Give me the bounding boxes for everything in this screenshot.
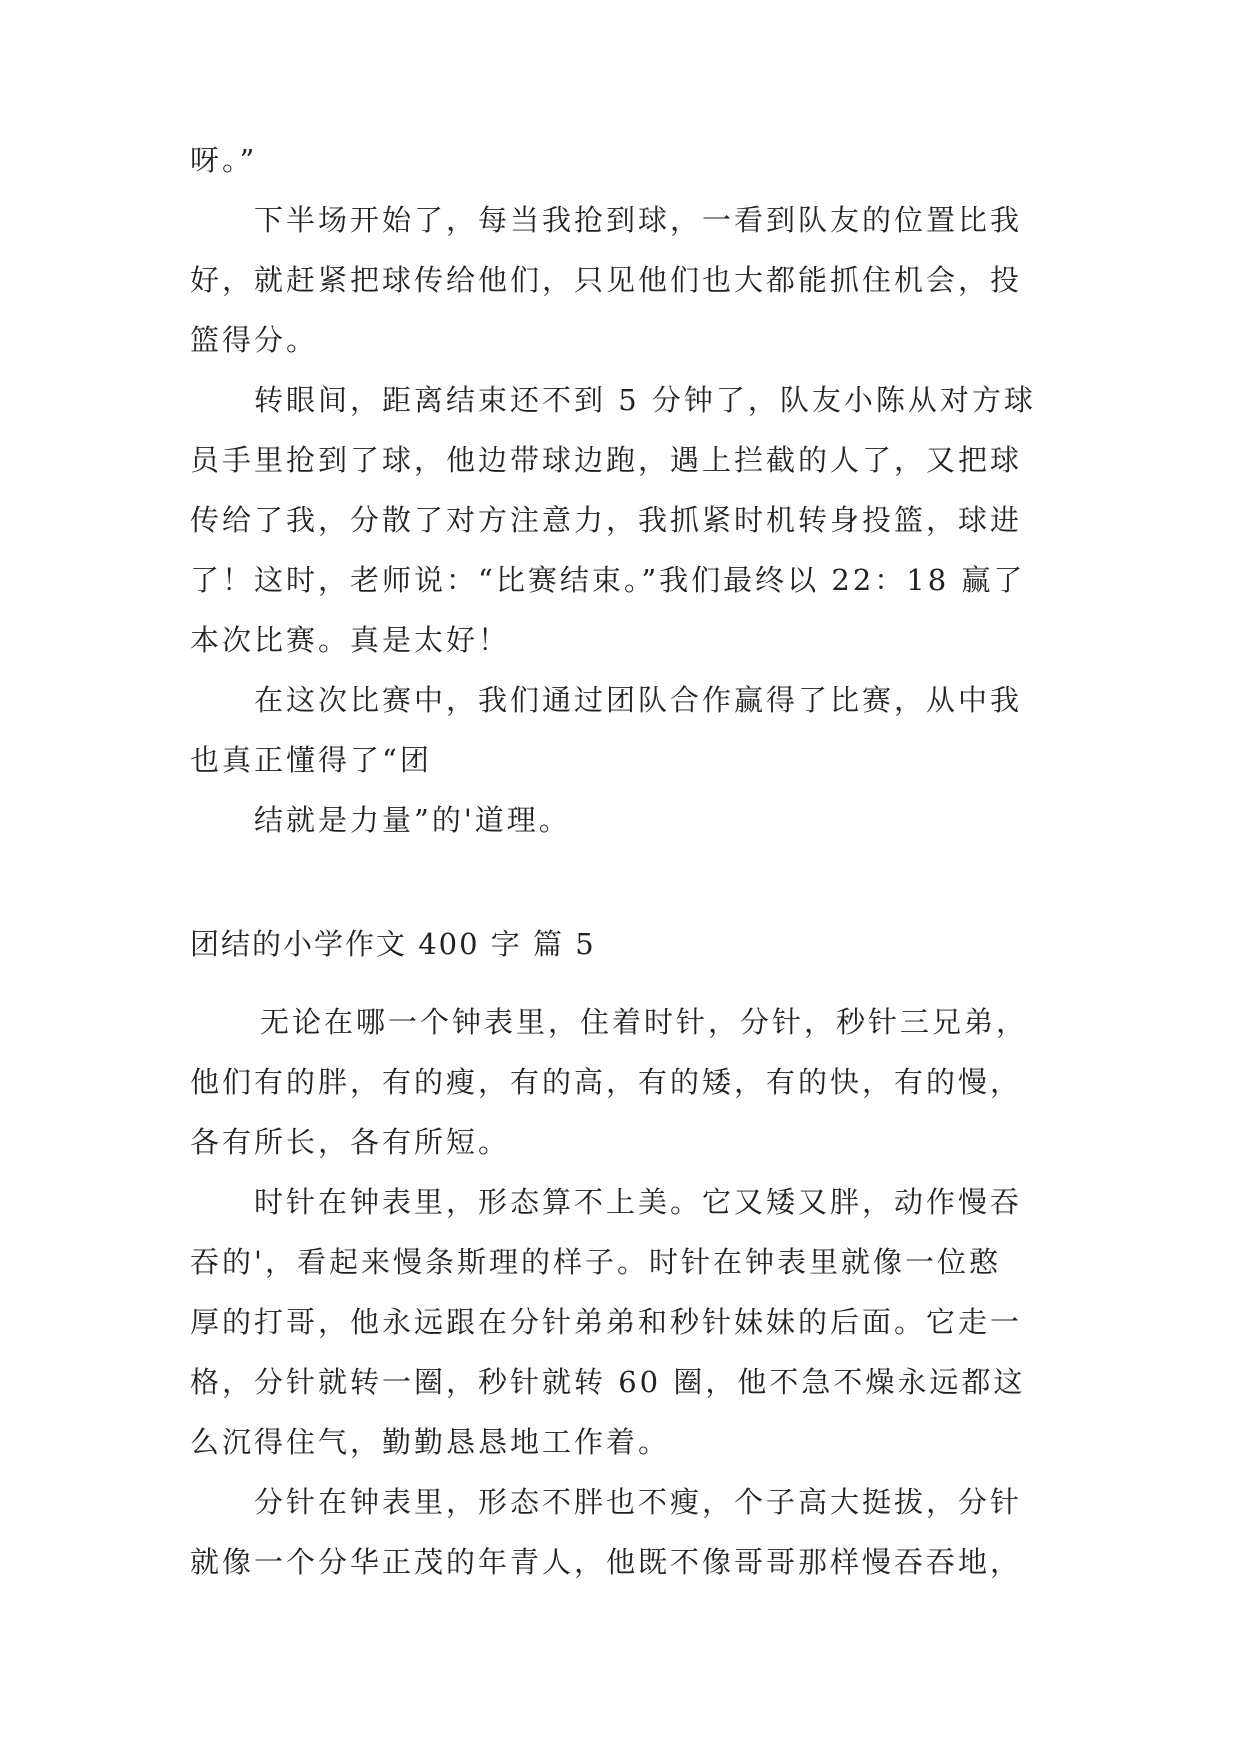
text-line: 么沉得住气，勤勤恳恳地工作着。 — [190, 1425, 671, 1459]
text-line: 呀。” — [190, 143, 258, 177]
section-heading: 团结的小学作文 400 字 篇 5 — [190, 927, 596, 961]
text-line: 分针在钟表里，形态不胖也不瘦，个子高大挺拔，分针 — [254, 1485, 1023, 1519]
text-line: 在这次比赛中，我们通过团队合作赢得了比赛，从中我 — [254, 683, 1023, 717]
text-line: 他们有的胖，有的瘦，有的高，有的矮，有的快，有的慢， — [190, 1065, 1023, 1099]
text-line: 下半场开始了，每当我抢到球，一看到队友的位置比我 — [254, 203, 1023, 237]
text-line: 传给了我，分散了对方注意力，我抓紧时机转身投篮，球进 — [190, 503, 1023, 537]
text-line: 也真正懂得了“团 — [190, 743, 432, 777]
text-line: 各有所长，各有所短。 — [190, 1125, 511, 1159]
text-line: 吞的'，看起来慢条斯理的样子。时针在钟表里就像一位憨 — [190, 1245, 1001, 1279]
text-line: 篮得分。 — [190, 323, 319, 357]
essay-5-text — [190, 992, 1070, 1592]
text-line: 无论在哪一个钟表里，住着时针，分针，秒针三兄弟， — [260, 1005, 1029, 1039]
text-line: 员手里抢到了球，他边带球边跑，遇上拦截的人了，又把球 — [190, 443, 1023, 477]
text-line: 厚的打哥，他永远跟在分针弟弟和秒针妹妹的后面。它走一 — [190, 1305, 1023, 1339]
story-ending-text — [190, 130, 1070, 850]
text-line: 转眼间，距离结束还不到 5 分钟了，队友小陈从对方球 — [254, 383, 1036, 417]
text-line: 时针在钟表里，形态算不上美。它又矮又胖，动作慢吞 — [254, 1185, 1023, 1219]
text-line: 就像一个分华正茂的年青人，他既不像哥哥那样慢吞吞地， — [190, 1545, 1023, 1579]
text-line: 了！这时，老师说：“比赛结束。”我们最终以 22：18 赢了 — [190, 563, 1026, 597]
text-line: 本次比赛。真是太好！ — [190, 623, 511, 657]
text-line: 好，就赶紧把球传给他们，只见他们也大都能抓住机会，投 — [190, 263, 1023, 297]
text-line: 格，分针就转一圈，秒针就转 60 圈，他不急不燥永远都这 — [190, 1365, 1026, 1399]
text-line: 结就是力量”的'道理。 — [254, 803, 571, 837]
